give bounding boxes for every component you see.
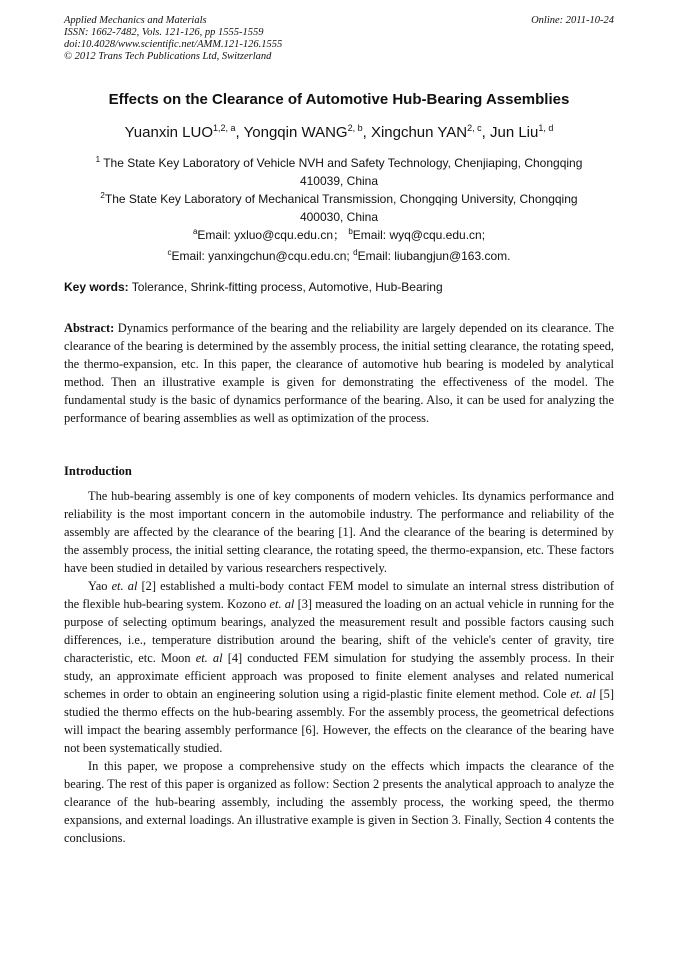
journal-name: Applied Mechanics and Materials [64,15,207,26]
intro-p2-text: [5] studied the thermo effects on the hub-bearing assembly. For the assembly process, the geometrical defections will impact the bearing assembly performance [6]. However, the effects on the clearance of the bearing have not been systematically studied. [64,687,615,755]
keywords-label: Key words: [64,280,129,294]
author-list [20,123,658,141]
et-al: et. al [570,687,596,701]
abstract-label: Abstract: [64,321,115,335]
email-d[interactable]: Email: liubangjun@163.com. [357,249,511,263]
copyright-line: © 2012 Trans Tech Publications Ltd, Switzerland [64,51,272,62]
email-c[interactable]: Email: yanxingchun@cqu.edu.cn; [171,249,354,263]
affiliation-1 [80,151,598,190]
author-superscript: 2, b [347,123,363,133]
et-al: et. al [195,651,223,665]
author-name: Yongqin WANG [243,124,348,141]
intro-paragraph-3: In this paper, we propose a comprehensive study on the effects which impacts the clearance of the bearing. The rest of this paper is organized as follow: Section 2 presents the analytical approach to analyze the clearance of the hub-bearing assembly, including the assembly process, the working speed, the thermo expansions, and external loadings. An illustrative example is given in Section 3. Finally, Section 4 contents the conclusions. [64,759,614,845]
author-superscript: 1, d [538,123,554,133]
doi-line: doi:10.4028/www.scientific.net/AMM.121-126.1555 [64,39,283,50]
keywords-text: Tolerance, Shrink-fitting process, Automotive, Hub-Bearing [128,280,443,294]
affiliation-2-text: The State Key Laboratory of Mechanical Transmission, Chongqing University, Chongqing 400030, China [104,192,578,224]
section-heading-introduction: Introduction [64,464,132,478]
abstract-text: Dynamics performance of the bearing and the reliability are largely depended on its clearance. The clearance of the bearing is determined by the assembly process, the initial setting clearance, the rotating speed, the thermo-expansion, etc. In this paper, the clearance of automotive hub bearing is modeled by analytical method. Then an illustrative example is given for demonstrating the effectiveness of the model. The fundamental study is the basic of dynamics performance of the bearing. Also, it can be used for analyzing the performance of bearing assemblies as well as optimization of the process. [64,321,614,425]
affiliation-2-sup: 2 [100,191,105,200]
keywords [64,280,614,294]
author-name: Yuanxin LUO [124,124,214,141]
author-name: Xingchun YAN [370,124,468,141]
abstract [64,319,614,427]
email-line-1 [80,223,598,244]
email-a[interactable]: Email: yxluo@cqu.edu.cn； [197,228,345,242]
et-al: et. al [269,597,295,611]
introduction-body [64,487,614,847]
affiliation-2 [80,187,598,226]
et-al: et. al [111,579,138,593]
paper-title: Effects on the Clearance of Automotive Hub-Bearing Assemblies [108,91,570,108]
intro-p2-text: [3] measured the loading on an actual vehicle in running for the purpose of selecting optimum bearings, analyzed the measurement result and possible factors causing such differences, i.e., temperature distribution around the bearing, shift of the vehicle's center of gravity, tire characteristic, etc. Moon [64,597,615,665]
issn-line: ISSN: 1662-7482, Vols. 121-126, pp 1555-1559 [64,27,264,38]
email-b[interactable]: Email: wyq@cqu.edu.cn; [352,228,486,242]
author-superscript: 2, c [467,123,482,133]
email-b-sup: b [348,227,353,236]
affiliation-1-text: The State Key Laboratory of Vehicle NVH and Safety Technology, Chenjiaping, Chongqing 410039, China [103,156,583,188]
author-separator: , [235,124,244,141]
intro-p2-text: Yao [88,579,112,593]
journal-header [64,15,614,63]
author-name: Jun Liu [489,124,539,141]
intro-paragraph-1: The hub-bearing assembly is one of key components of modern vehicles. Its dynamics performance and reliability is the most important concern in the automobile industry. The performance and reliability of the assembly are affected by the clearance of the bearing [1]. And the clearance of the bearing is determined by the assembly process, the initial setting clearance, the rotating speed, the thermo-expansion, etc. These factors have been studied in detailed by various researchers respectively. [64,489,614,575]
email-c-sup: c [167,248,172,257]
author-emails [80,223,598,265]
intro-p2-text: [4] conducted FEM simulation for studying the assembly process. In their study, an approximate efficient approach was proposed to finite element analyses and related numerical schemes in order to obtain an engineering solution using a rigid-plastic finite element method. Cole [64,651,614,701]
email-line-2 [80,244,598,265]
author-superscript: 1,2, a [213,123,236,133]
email-a-sup: a [192,227,198,236]
intro-paragraph-2 [64,577,614,757]
author-separator: , [481,124,490,141]
intro-p2-text: [2] established a multi-body contact FEM model to simulate an internal stress distribution of the flexible hub-bearing system. Kozono [64,579,615,611]
author-separator: , [362,124,371,141]
online-date: Online: 2011-10-24 [531,15,614,26]
email-d-sup: d [353,248,358,257]
affiliation-1-sup: 1 [95,155,101,164]
